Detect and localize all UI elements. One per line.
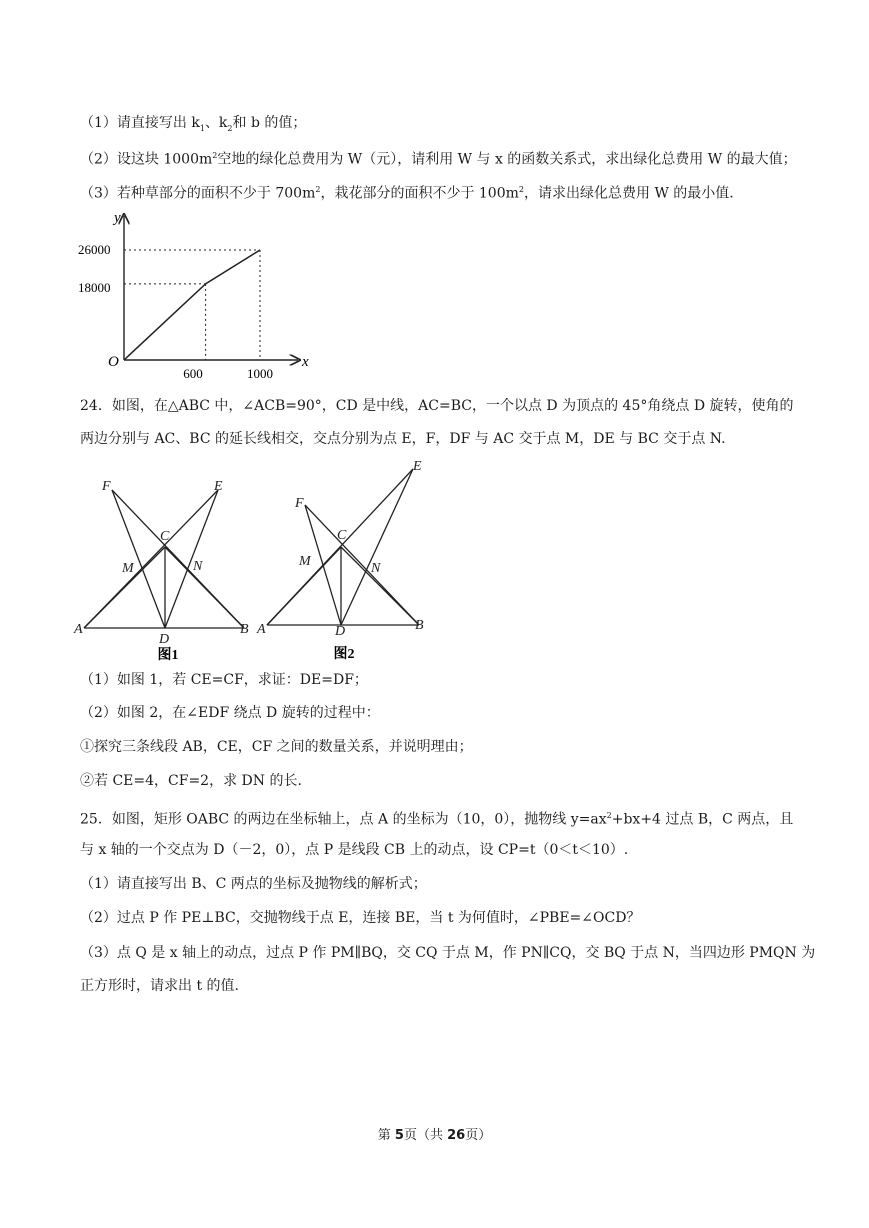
fig2-label-B: B bbox=[415, 618, 424, 633]
fig2-label-F: F bbox=[295, 496, 304, 511]
fig2-caption: 图2 bbox=[333, 647, 355, 662]
q25-part1: （1）请直接写出 B、C 两点的坐标及抛物线的解析式； bbox=[80, 876, 427, 892]
q24-line1: 24．如图，在△ABC 中，∠ACB=90°，CD 是中线，AC=BC，一个以点 D 为顶点的 45°角绕点 D 旋转，使角的 bbox=[80, 398, 794, 414]
q25-part2: （2）过点 P 作 PE⊥BC，交抛物线于点 E，连接 BE，当 t 为何值时，∠PBE=∠OCD？ bbox=[80, 910, 641, 926]
q25-part3-line1: （3）点 Q 是 x 轴上的动点，过点 P 作 PM∥BQ，交 CQ 于点 M，作 PN∥CQ，交 BQ 于点 N，当四边形 PMQN 为 bbox=[80, 945, 816, 961]
x-tick-label-1000: 1000 bbox=[247, 366, 273, 381]
figure-2 bbox=[255, 455, 440, 665]
y-tick-label-18000: 18000 bbox=[78, 280, 111, 295]
fig1-label-A: A bbox=[74, 622, 83, 637]
function-graph bbox=[78, 206, 320, 384]
q24-part2: （2）如图 2，在∠EDF 绕点 D 旋转的过程中： bbox=[80, 705, 380, 721]
series-line bbox=[124, 250, 260, 360]
fig2-label-D: D bbox=[335, 624, 346, 639]
fig2-label-M: M bbox=[299, 554, 311, 569]
fig2-label-N: N bbox=[371, 561, 381, 576]
q24-part1: （1）如图 1，若 CE=CF，求证：DE=DF； bbox=[80, 672, 368, 688]
q23-part2: （2）设这块 $1000m^2$空地的绿化总费用为 W（元），请利用 W 与 x 的函数关系式，求出绿化总费用 W 的最大值； bbox=[80, 151, 797, 168]
fig1-label-M: M bbox=[122, 561, 134, 576]
fig2-label-C: C bbox=[337, 528, 347, 543]
x-tick-label-600: 600 bbox=[183, 366, 203, 381]
fig1-label-C: C bbox=[160, 529, 170, 544]
page-footer: 第 5页（共 26页） bbox=[377, 1128, 492, 1143]
figure-1 bbox=[72, 470, 262, 666]
q25-line2: 与 x 轴的一个交点为 D（－2，0），点 P 是线段 CB 上的动点，设 CP=t（0＜t＜10）. bbox=[80, 842, 629, 858]
fig1-label-F: F bbox=[102, 479, 111, 494]
fig1-label-B: B bbox=[240, 622, 249, 637]
fig2-label-A: A bbox=[257, 622, 266, 637]
q24-part2-item1: ①探究三条线段 AB，CE，CF 之间的数量关系，并说明理由； bbox=[80, 739, 473, 755]
origin-label: O bbox=[108, 354, 119, 370]
q25-line1: 25．如图，矩形 OABC 的两边在坐标轴上，点 A 的坐标为（10，0），抛物线 $y=ax^2+bx+4$ 过点 B，C 两点，且 bbox=[80, 811, 794, 828]
fig1-caption: 图1 bbox=[157, 648, 179, 663]
y-axis-label: y bbox=[114, 210, 121, 226]
q24-line2: 两边分别与 AC、BC 的延长线相交，交点分别为点 E，F，DF 与 AC 交于点 M，DE 与 BC 交于点 N. bbox=[80, 431, 726, 447]
fig1-label-E: E bbox=[214, 479, 223, 494]
q24-part2-item2: ②若 CE=4，CF=2，求 DN 的长. bbox=[80, 773, 302, 789]
y-tick-label-26000: 26000 bbox=[78, 242, 111, 257]
q25-part3-line2: 正方形时，请求出 t 的值. bbox=[80, 978, 239, 994]
fig1-label-N: N bbox=[193, 559, 203, 574]
q23-part3: （3）若种草部分的面积不少于 $700m^2$，栽花部分的面积不少于 $100m^2$，请求出绿化总费用 W 的最小值. bbox=[80, 185, 734, 202]
x-axis-label: x bbox=[302, 354, 309, 370]
page-total: 26 bbox=[447, 1128, 466, 1143]
q23-part1: （1）请直接写出 $k_1$、$k_2$和 b 的值； bbox=[80, 115, 307, 133]
fig2-label-E: E bbox=[413, 459, 422, 474]
fig1-label-D: D bbox=[159, 632, 170, 647]
page-number: 5 bbox=[394, 1128, 404, 1143]
